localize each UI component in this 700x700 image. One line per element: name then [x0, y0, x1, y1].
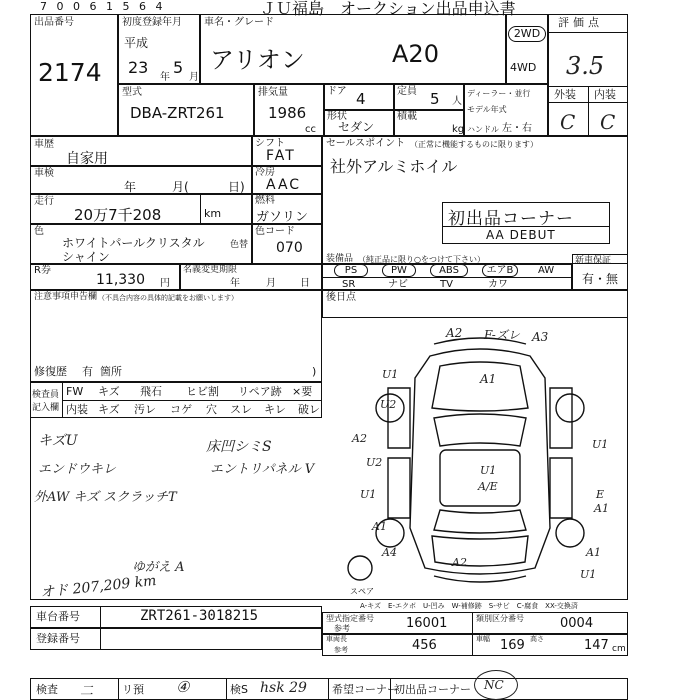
mark-u2-left: U2	[366, 456, 383, 469]
interior-label: 内装	[594, 88, 616, 101]
mark-a2-rear: A2	[452, 556, 467, 569]
doors-value: 4	[356, 90, 366, 108]
load-unit: kg	[452, 124, 465, 135]
notes-label: 注意事項申告欄	[34, 292, 98, 302]
color-label: 色	[34, 226, 44, 237]
int-scratch: キズ	[98, 403, 120, 416]
type-number-label: 型式指定番号	[326, 614, 374, 623]
capacity-value: 5	[430, 90, 440, 108]
mileage-value: 20万7千208	[74, 206, 162, 224]
sales-point-label: セールスポイント	[326, 138, 406, 149]
mileage-label: 走行	[34, 196, 54, 207]
equip-pw: PW	[382, 264, 416, 277]
inspection-label: 車検	[34, 168, 54, 179]
notes-sublabel: （不具合内容の具体的記載をお願いします）	[98, 294, 238, 302]
mark-a1-lr: A1	[372, 520, 387, 533]
footer-inspect-s: 検S	[230, 683, 248, 696]
shape-value: セダン	[338, 120, 375, 134]
inspection-box	[30, 166, 252, 194]
fw-scratch: キズ	[98, 385, 120, 398]
equip-leather: カワ	[488, 279, 508, 290]
footer-row	[30, 678, 628, 700]
capacity-unit: 人	[452, 96, 462, 107]
history-box	[30, 136, 252, 166]
mark-ae-roof: A/E	[478, 480, 498, 493]
diagram-spare: スペア	[350, 587, 374, 596]
hw-left-2: エンドウキレ	[38, 462, 116, 477]
interior-grade: C	[600, 110, 616, 134]
int-dirt: 汚レ	[134, 403, 156, 416]
hw-left-5: オド 207,209 km	[39, 572, 158, 602]
fw-need: ×要	[292, 385, 313, 398]
equip-abs: ABS	[430, 264, 468, 277]
height-unit: cm	[612, 644, 626, 654]
recycle-value: 11,330	[96, 272, 145, 288]
mark-u1-rear: U1	[580, 568, 597, 581]
name-change-label: 名義変更期限	[183, 265, 238, 275]
chassis-label: 車台番号	[36, 610, 80, 623]
shape-label: 形状	[327, 111, 347, 122]
chassis-value: ZRT261-3018215	[140, 608, 259, 624]
color-retouch-label: 色替	[230, 240, 249, 250]
grade-score: 3.5	[566, 52, 605, 80]
lot-number: 2174	[38, 58, 102, 87]
recycle-label: R券	[34, 265, 51, 276]
mileage-unit: km	[204, 207, 222, 220]
registration-year-unit: 年	[160, 72, 170, 83]
mark-e-right: E	[596, 488, 605, 501]
mark-u1-rf: U1	[592, 438, 609, 451]
registration-era: 平成	[124, 36, 149, 50]
history-label: 車歴	[34, 139, 54, 150]
vehicle-label: 車名・グレード	[204, 17, 274, 28]
inspector-label: 検査員	[32, 390, 60, 400]
repair-value: 有	[82, 365, 93, 378]
inspection-day: 日)	[228, 180, 245, 194]
size-sub: 参考	[334, 646, 348, 654]
mark-u1-lf: U1	[382, 368, 399, 381]
equip-aw: AW	[538, 265, 555, 276]
int-title: 内装	[66, 403, 88, 416]
sales-point-note: （正常に機能するものに限ります）	[410, 140, 538, 149]
equip-tv: TV	[440, 279, 453, 290]
footer-signature: hsk 29	[260, 680, 307, 696]
color-value-2: シャイン	[62, 250, 110, 264]
hw-right-1: 床凹シミS	[206, 439, 272, 455]
mark-a1-hood: A1	[480, 372, 497, 386]
mark-a2-left: A2	[352, 432, 367, 445]
fw-chip: 飛石	[140, 385, 162, 398]
mark-a4: A4	[382, 546, 397, 559]
int-hole: 穴	[206, 403, 217, 416]
equipment-note: （純正品に限り○をつけて下さい）	[358, 255, 485, 264]
exterior-label: 外装	[554, 88, 576, 101]
mark-u1-roof: U1	[480, 464, 497, 477]
debut-jp: 初出品コーナー	[448, 209, 574, 229]
shift-value: FAT	[266, 148, 296, 164]
hw-left-1: キズU	[38, 433, 78, 449]
registration-label: 初度登録年月	[122, 17, 182, 28]
footer-corner-label: 希望コーナー	[332, 683, 398, 696]
name-change-year: 年	[230, 278, 240, 289]
vehicle-grade: A20	[392, 40, 439, 68]
new-warranty-label: 新車保証	[575, 256, 612, 266]
equip-sr: SR	[342, 279, 356, 290]
mark-u1-left: U1	[360, 488, 377, 501]
color-code-label: 色コード	[255, 226, 295, 237]
displacement-value: 1986	[268, 104, 307, 122]
repair-label: 修復歴	[34, 365, 67, 378]
fuel-value: ガソリン	[256, 210, 309, 225]
length-label: 車両長	[326, 635, 347, 643]
footer-corner-value: 初出品コーナー	[394, 683, 471, 696]
fw-repair: リペア跡	[238, 385, 282, 398]
back-seat-label: 後日点	[326, 292, 356, 303]
inspector-label-2: 記入欄	[32, 403, 60, 413]
fw-crack: ヒビ割	[186, 385, 219, 398]
mark-a1-rr: A1	[586, 546, 601, 559]
equipment-label: 装備品	[326, 254, 354, 264]
recycle-unit: 円	[160, 278, 170, 289]
registration-month: 5	[173, 58, 184, 77]
doors-label: ドア	[327, 86, 347, 97]
hw-left-3: 外AW キズ スクラッチT	[34, 490, 177, 505]
form-title: ＪＵ福島 オークション出品申込書	[260, 0, 516, 18]
back-seat-box	[322, 290, 628, 318]
category-label: 類別区分番号	[476, 614, 524, 623]
repair-unit: 箇所	[100, 365, 122, 378]
int-wear: スレ	[230, 403, 252, 416]
dealer-label: ディーラー・並行	[467, 89, 531, 98]
height-label: 高さ	[530, 635, 544, 643]
capacity-label: 定員	[397, 86, 417, 97]
drive-2wd: 2WD	[508, 26, 546, 42]
cooling-label: 冷房	[255, 167, 275, 178]
int-burn: コゲ	[170, 403, 192, 416]
mark-a3: A3	[532, 330, 549, 344]
displacement-label: 排気量	[258, 87, 288, 98]
length-value: 456	[412, 638, 437, 653]
width-value: 169	[500, 638, 525, 653]
footer-recycle-label: リ預	[122, 683, 144, 696]
category-value: 0004	[560, 616, 594, 631]
mark-a2-front: A2	[446, 326, 463, 340]
type-number-value: 16001	[406, 616, 448, 631]
height-value: 147	[584, 638, 609, 653]
fw-title: FW	[66, 385, 84, 398]
debut-en: AA DEBUT	[486, 228, 556, 242]
footer-recycle-value: ④	[176, 678, 190, 696]
top-numbers: 7 0 0 6 1 5 6 4	[40, 0, 166, 13]
inspection-year: 年	[124, 180, 137, 194]
load-label: 積載	[397, 111, 417, 122]
mark-a1-right: A1	[594, 502, 609, 515]
equip-navi: ナビ	[388, 279, 408, 290]
plate-label: 登録番号	[36, 632, 80, 645]
int-tear: 破レ	[298, 403, 320, 416]
cooling-value: AAC	[266, 177, 302, 193]
registration-month-unit: 月	[189, 72, 199, 83]
int-cut: キレ	[264, 403, 286, 416]
name-change-month: 月	[266, 278, 276, 289]
shift-label: シフト	[255, 138, 285, 149]
drive-4wd: 4WD	[510, 61, 537, 74]
mark-u2-lf: U2	[380, 398, 397, 411]
exterior-grade: C	[560, 110, 576, 134]
model-label: 型式	[122, 87, 142, 98]
diagram-legend: A-キズ E-エクボ U-凹み W-補修跡 S-サビ C-腐食 XX-交換済	[360, 602, 578, 610]
width-label: 車幅	[476, 635, 490, 643]
inspection-month: 月(	[172, 180, 189, 194]
history-value: 自家用	[66, 151, 108, 167]
handle-value: 左・右	[502, 123, 532, 134]
grade-label: 評価点	[558, 16, 603, 29]
type-number-sub: 参考	[334, 624, 350, 633]
footer-inspect-value: 二	[80, 684, 94, 699]
new-warranty-value: 有・無	[582, 272, 619, 286]
sales-point-value: 社外アルミホイル	[330, 157, 458, 176]
mark-f-zure: F-ズレ	[484, 328, 520, 342]
name-change-day: 日	[300, 278, 310, 289]
size-box	[322, 634, 628, 656]
equip-ps: PS	[334, 264, 368, 277]
equip-airbag: エアB	[482, 264, 518, 277]
color-code: 070	[276, 240, 303, 256]
vehicle-name: アリオン	[210, 46, 305, 74]
repair-close: )	[312, 365, 317, 378]
hw-left-4: ゆがえ A	[132, 560, 185, 575]
color-value-1: ホワイトパールクリスタル	[62, 236, 205, 250]
displacement-unit: cc	[305, 124, 316, 135]
footer-circle-text: NC	[484, 678, 504, 692]
lot-label: 出品番号	[34, 17, 74, 28]
footer-inspect-label: 検査	[36, 683, 58, 696]
model-value: DBA-ZRT261	[130, 104, 225, 122]
model-year-label: モデル年式	[467, 105, 507, 114]
registration-year: 23	[128, 58, 149, 77]
hw-right-2: エントリパネル V	[210, 462, 315, 477]
handle-label: ハンドル	[467, 125, 499, 134]
fuel-label: 燃料	[255, 195, 275, 206]
